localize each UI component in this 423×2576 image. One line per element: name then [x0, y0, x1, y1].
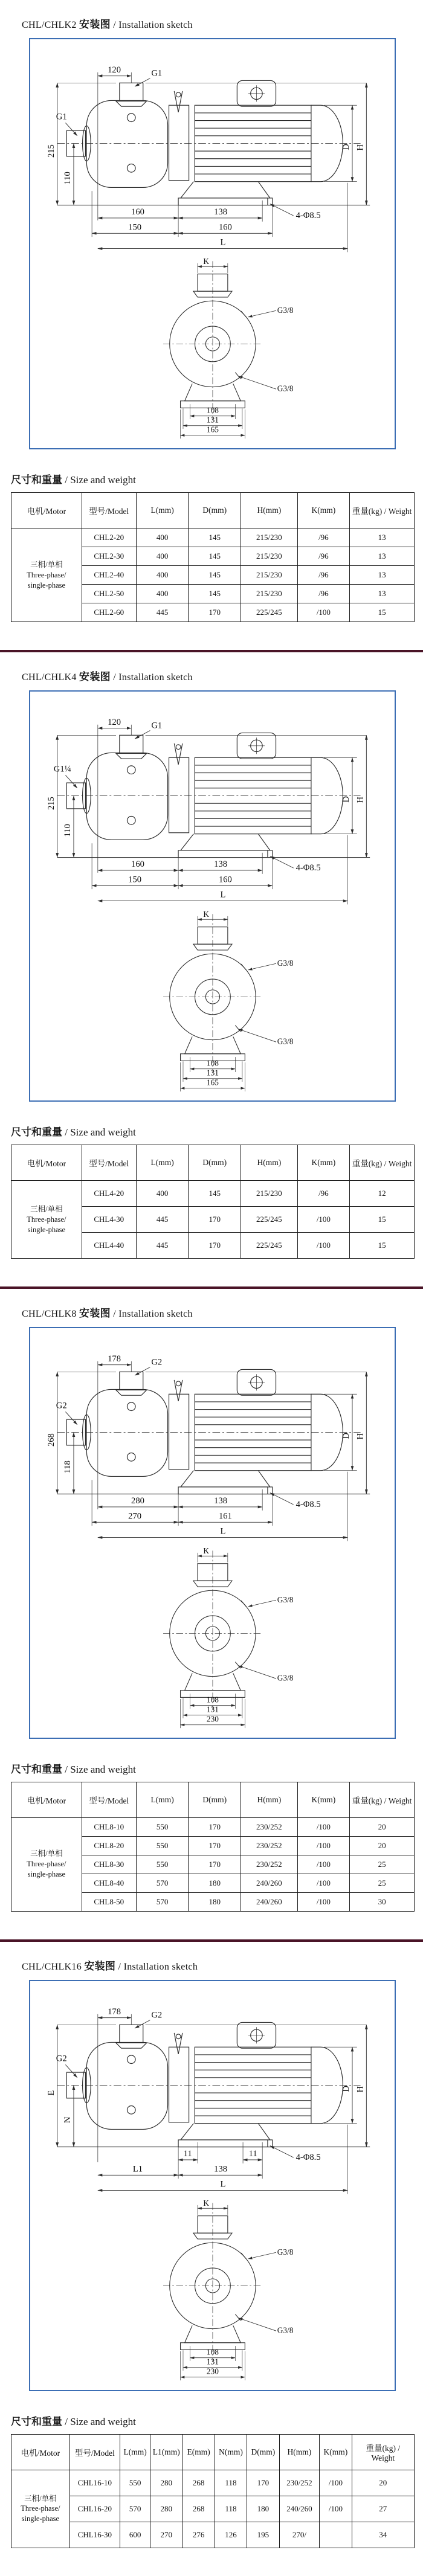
column-header: H(mm): [241, 493, 297, 528]
dim-label: 118: [63, 1460, 73, 1474]
table-cell: /100: [297, 603, 350, 622]
dim-label: K: [202, 1547, 209, 1555]
bolt-holes-label: 4-Φ8.5: [295, 210, 321, 220]
table-cell: 550: [136, 1855, 189, 1874]
table-row: [11, 1817, 415, 1836]
table-cell: 25: [350, 1855, 415, 1874]
title-zh: 安装图: [79, 1308, 111, 1320]
installation-sketch-box: [29, 1327, 396, 1738]
port-label: G3/8: [277, 306, 293, 315]
column-header: K(mm): [297, 1145, 350, 1181]
section-divider: [0, 650, 423, 652]
table-cell: 13: [350, 547, 415, 566]
table-cell: /100: [297, 1817, 350, 1836]
table-cell: CHL8-10: [82, 1817, 136, 1836]
dim-label: L: [220, 890, 226, 900]
pump-side-view: [30, 1335, 395, 1542]
table-cell: 15: [350, 603, 415, 622]
port-label: G3/8: [277, 1036, 293, 1046]
size-weight-heading: [11, 2413, 423, 2428]
dim-label: 138: [214, 2164, 228, 2174]
bolt-holes-label: 4-Φ8.5: [295, 2152, 321, 2162]
pump-front-outline: [163, 914, 262, 1073]
table-cell: 20: [350, 1836, 415, 1855]
table-cell: 20: [350, 1817, 415, 1836]
pump-front-outline: [163, 2203, 262, 2362]
motor-type-cell: [11, 528, 82, 622]
dim-label: 108: [206, 2347, 219, 2357]
column-header: L(mm): [136, 493, 189, 528]
pump-motor-outline: [57, 2022, 370, 2147]
table-header-row: [11, 1145, 415, 1181]
table-cell: 550: [136, 1817, 189, 1836]
dim-label: 160: [218, 222, 232, 233]
table-cell: 145: [189, 1181, 241, 1207]
port-label: G1: [56, 112, 67, 122]
port-label: G3/8: [277, 2247, 293, 2256]
table-cell: 230/252: [241, 1855, 297, 1874]
table-cell: 215/230: [241, 585, 297, 603]
dim-label: 11: [183, 2148, 192, 2159]
table-cell: 400: [136, 547, 189, 566]
port-label: G1¼: [53, 764, 71, 774]
column-header: 电机/Motor: [11, 1145, 82, 1181]
port-label: G3/8: [277, 1595, 293, 1604]
pump-side-view: [30, 47, 395, 253]
table-row: [11, 2470, 415, 2496]
column-header: L1(mm): [150, 2434, 182, 2470]
table-cell: 400: [136, 585, 189, 603]
section-chlk8: [0, 1305, 423, 1941]
table-cell: 280: [150, 2470, 182, 2496]
column-header: 电机/Motor: [11, 2434, 70, 2470]
table-cell: /100: [297, 1233, 350, 1259]
size-weight-table: [11, 2434, 415, 2548]
dim-label: N: [63, 2116, 73, 2123]
pump-side-view: [30, 1988, 395, 2195]
table-cell: 240/260: [279, 2496, 320, 2522]
dim-label: K: [202, 910, 209, 919]
column-header: 重量(kg) / Weight: [350, 1782, 415, 1817]
column-header: N(mm): [215, 2434, 247, 2470]
port-label: G1: [151, 68, 163, 79]
dim-label: D: [341, 2085, 352, 2092]
dim-label: H: [355, 144, 366, 151]
table-cell: 240/260: [241, 1874, 297, 1892]
section-divider: [0, 1286, 423, 1289]
dim-label: 268: [46, 1433, 56, 1447]
section-title: [22, 1958, 423, 1973]
table-cell: 400: [136, 1181, 189, 1207]
size-weight-table: [11, 1782, 415, 1912]
table-cell: 145: [189, 566, 241, 585]
dim-label: 131: [206, 1067, 219, 1077]
dim-label: 215: [46, 797, 56, 811]
dim-label: 160: [131, 207, 144, 217]
table-cell: 170: [189, 1836, 241, 1855]
table-cell: 118: [215, 2470, 247, 2496]
pump-front-view: [100, 1547, 326, 1729]
column-header: 型号/Model: [69, 2434, 120, 2470]
installation-sketch-box: [29, 690, 396, 1102]
port-label: G2: [56, 2054, 67, 2064]
pump-motor-outline: [57, 80, 370, 205]
dim-label: H: [355, 797, 366, 803]
port-label: G1: [151, 721, 163, 731]
dim-label: D: [341, 1433, 352, 1439]
dim-label: 178: [108, 1354, 121, 1364]
table-cell: CHL16-10: [69, 2470, 120, 2496]
port-label: G3/8: [277, 384, 293, 394]
dim-label: 110: [63, 172, 73, 185]
column-header: D(mm): [189, 1782, 241, 1817]
table-cell: /96: [297, 1181, 350, 1207]
motor-en: Three-phase/: [27, 1860, 66, 1869]
dim-label: E: [46, 2090, 56, 2096]
table-cell: 215/230: [241, 547, 297, 566]
table-cell: 240/260: [241, 1892, 297, 1911]
dim-label: 108: [206, 1695, 219, 1704]
pump-side-view: [30, 699, 395, 905]
motor-zh: 三相/单相: [30, 560, 63, 569]
table-cell: 268: [182, 2470, 215, 2496]
section-title: [22, 16, 423, 31]
title-zh: 安装图: [79, 671, 111, 683]
table-cell: 15: [350, 1233, 415, 1259]
table-cell: CHL16-30: [69, 2522, 120, 2548]
table-cell: 170: [189, 1233, 241, 1259]
table-cell: 570: [136, 1892, 189, 1911]
table-cell: 215/230: [241, 1181, 297, 1207]
dim-label: 165: [206, 1077, 219, 1087]
dim-label: 150: [128, 222, 142, 233]
pump-front-outline: [163, 1550, 262, 1709]
table-cell: [320, 2522, 352, 2548]
motor-zh: 三相/单相: [30, 1205, 63, 1214]
dim-label: L1: [132, 2164, 143, 2174]
table-cell: CHL2-30: [82, 547, 136, 566]
table-cell: 180: [189, 1874, 241, 1892]
table-cell: CHL2-40: [82, 566, 136, 585]
table-cell: 280: [150, 2496, 182, 2522]
table-cell: 12: [350, 1181, 415, 1207]
table-cell: 30: [350, 1892, 415, 1911]
table-cell: 126: [215, 2522, 247, 2548]
table-cell: 27: [352, 2496, 414, 2522]
motor-en: single-phase: [27, 1870, 66, 1879]
table-cell: 570: [120, 2496, 150, 2522]
section-divider: [0, 1939, 423, 1942]
size-weight-table: [11, 1145, 415, 1259]
size-weight-table: [11, 492, 415, 622]
column-header: K(mm): [297, 493, 350, 528]
dim-label: 120: [108, 65, 121, 75]
dim-label: 131: [206, 2357, 219, 2366]
dim-label: 138: [214, 859, 228, 870]
table-cell: /96: [297, 585, 350, 603]
pump-motor-outline: [57, 733, 370, 858]
section-chlk16: [0, 1958, 423, 2548]
heading-en: / Size and weight: [65, 474, 136, 486]
model-name: CHL/CHLK16: [22, 1961, 82, 1972]
dim-label: 108: [206, 405, 219, 415]
bolt-holes-label: 4-Φ8.5: [295, 1500, 321, 1510]
table-cell: 170: [189, 1207, 241, 1233]
table-cell: 25: [350, 1874, 415, 1892]
column-header: 型号/Model: [82, 1782, 136, 1817]
dim-label: 150: [128, 875, 142, 885]
table-cell: CHL2-50: [82, 585, 136, 603]
table-cell: 170: [189, 603, 241, 622]
dim-label: 160: [218, 875, 232, 885]
title-en: / Installation sketch: [113, 20, 193, 30]
motor-en: Three-phase/: [27, 570, 66, 579]
model-name: CHL/CHLK8: [22, 1309, 77, 1320]
dim-label: H: [355, 2086, 366, 2093]
model-name: CHL/CHLK2: [22, 20, 77, 30]
heading-zh: 尺寸和重量: [11, 1763, 62, 1775]
table-cell: 270/: [279, 2522, 320, 2548]
table-cell: 145: [189, 547, 241, 566]
table-cell: 34: [352, 2522, 414, 2548]
table-cell: 170: [189, 1817, 241, 1836]
table-cell: 225/245: [241, 1233, 297, 1259]
table-cell: 276: [182, 2522, 215, 2548]
port-label: G2: [151, 1358, 163, 1368]
column-header: 重量(kg) / Weight: [350, 1145, 415, 1181]
table-cell: CHL4-40: [82, 1233, 136, 1259]
table-cell: 270: [150, 2522, 182, 2548]
dim-label: D: [341, 796, 352, 803]
motor-en: single-phase: [27, 1225, 66, 1234]
table-cell: 215/230: [241, 528, 297, 547]
dim-label: 160: [131, 859, 144, 870]
section-chlk2: [0, 16, 423, 652]
dim-label: K: [202, 2199, 209, 2208]
table-cell: CHL2-60: [82, 603, 136, 622]
dim-label: 161: [218, 1511, 232, 1521]
port-label: G3/8: [277, 958, 293, 968]
model-name: CHL/CHLK4: [22, 672, 77, 683]
motor-en: single-phase: [21, 2514, 60, 2523]
heading-en: / Size and weight: [65, 2415, 136, 2427]
table-cell: 445: [136, 1207, 189, 1233]
pump-front-view: [100, 911, 326, 1093]
port-label: G2: [151, 2010, 163, 2020]
column-header: E(mm): [182, 2434, 215, 2470]
heading-en: / Size and weight: [65, 1763, 136, 1775]
dim-label: K: [202, 258, 209, 266]
table-cell: 145: [189, 585, 241, 603]
column-header: D(mm): [189, 493, 241, 528]
section-chlk4: [0, 668, 423, 1289]
table-cell: 118: [215, 2496, 247, 2522]
motor-type-cell: [11, 1817, 82, 1911]
heading-zh: 尺寸和重量: [11, 1126, 62, 1139]
column-header: D(mm): [247, 2434, 279, 2470]
dim-label: 215: [46, 144, 56, 158]
installation-sketch-box: [29, 1980, 396, 2391]
dim-label: 120: [108, 717, 121, 727]
table-cell: CHL2-20: [82, 528, 136, 547]
title-zh: 安装图: [84, 1960, 116, 1972]
table-cell: 195: [247, 2522, 279, 2548]
table-cell: 230/252: [279, 2470, 320, 2496]
table-cell: 13: [350, 566, 415, 585]
pump-motor-outline: [57, 1370, 370, 1494]
dim-label: L: [220, 1527, 226, 1537]
size-weight-heading: [11, 471, 423, 486]
dim-label: 110: [63, 824, 73, 837]
column-header: 重量(kg) / Weight: [352, 2434, 414, 2470]
table-cell: 170: [189, 1855, 241, 1874]
title-en: / Installation sketch: [118, 1961, 198, 1972]
table-cell: 230/252: [241, 1817, 297, 1836]
table-cell: CHL8-30: [82, 1855, 136, 1874]
title-zh: 安装图: [79, 19, 111, 30]
table-cell: 20: [352, 2470, 414, 2496]
table-cell: CHL8-40: [82, 1874, 136, 1892]
dim-label: 165: [206, 425, 219, 434]
table-cell: 225/245: [241, 603, 297, 622]
table-cell: 550: [120, 2470, 150, 2496]
heading-zh: 尺寸和重量: [11, 2415, 62, 2427]
bolt-holes-label: 4-Φ8.5: [295, 863, 321, 873]
port-label: G2: [56, 1401, 67, 1412]
table-cell: 400: [136, 528, 189, 547]
table-cell: 570: [136, 1874, 189, 1892]
heading-zh: 尺寸和重量: [11, 474, 62, 486]
table-cell: 600: [120, 2522, 150, 2548]
table-cell: /96: [297, 528, 350, 547]
table-cell: CHL8-50: [82, 1892, 136, 1911]
table-cell: 170: [247, 2470, 279, 2496]
title-en: / Installation sketch: [113, 1309, 193, 1320]
table-cell: /100: [297, 1207, 350, 1233]
table-cell: /100: [297, 1836, 350, 1855]
table-cell: 215/230: [241, 566, 297, 585]
column-header: 型号/Model: [82, 493, 136, 528]
table-cell: /100: [297, 1892, 350, 1911]
table-cell: CHL8-20: [82, 1836, 136, 1855]
title-en: / Installation sketch: [113, 672, 193, 683]
table-cell: 550: [136, 1836, 189, 1855]
size-weight-heading: [11, 1761, 423, 1776]
column-header: D(mm): [189, 1145, 241, 1181]
column-header: 重量(kg) / Weight: [350, 493, 415, 528]
table-cell: 445: [136, 603, 189, 622]
table-cell: 13: [350, 528, 415, 547]
table-row: [11, 1181, 415, 1207]
table-cell: 230/252: [241, 1836, 297, 1855]
pump-front-view: [100, 258, 326, 440]
port-label: G3/8: [277, 2325, 293, 2335]
table-cell: /100: [320, 2496, 352, 2522]
motor-type-cell: [11, 2470, 70, 2548]
table-cell: 225/245: [241, 1207, 297, 1233]
table-cell: 13: [350, 585, 415, 603]
motor-zh: 三相/单相: [24, 2494, 57, 2503]
column-header: K(mm): [320, 2434, 352, 2470]
table-cell: /100: [297, 1874, 350, 1892]
dim-label: 131: [206, 1704, 219, 1714]
dim-label: L: [220, 237, 226, 248]
table-cell: 180: [247, 2496, 279, 2522]
dim-label: 270: [128, 1511, 142, 1521]
column-header: K(mm): [297, 1782, 350, 1817]
column-header: L(mm): [136, 1145, 189, 1181]
table-cell: 400: [136, 566, 189, 585]
motor-en: Three-phase/: [21, 2504, 60, 2513]
table-cell: 445: [136, 1233, 189, 1259]
table-cell: CHL4-20: [82, 1181, 136, 1207]
column-header: H(mm): [241, 1782, 297, 1817]
dim-label: H: [355, 1433, 366, 1440]
table-row: [11, 2496, 415, 2522]
dim-label: L: [220, 2179, 226, 2189]
dim-label: D: [341, 144, 352, 150]
column-header: L(mm): [136, 1782, 189, 1817]
column-header: L(mm): [120, 2434, 150, 2470]
table-cell: CHL4-30: [82, 1207, 136, 1233]
dim-label: 108: [206, 1058, 219, 1067]
motor-en: Three-phase/: [27, 1215, 66, 1224]
section-title: [22, 1305, 423, 1320]
table-cell: 15: [350, 1207, 415, 1233]
table-header-row: [11, 493, 415, 528]
table-cell: 180: [189, 1892, 241, 1911]
dim-label: 280: [131, 1496, 144, 1506]
table-cell: /96: [297, 566, 350, 585]
table-cell: 268: [182, 2496, 215, 2522]
table-cell: /100: [320, 2470, 352, 2496]
dim-label: 178: [108, 2006, 121, 2017]
column-header: 电机/Motor: [11, 493, 82, 528]
column-header: H(mm): [279, 2434, 320, 2470]
table-row: [11, 528, 415, 547]
table-cell: /100: [297, 1855, 350, 1874]
table-header-row: [11, 1782, 415, 1817]
dim-label: 11: [248, 2148, 257, 2159]
pump-front-outline: [163, 262, 262, 420]
pump-front-view: [100, 2200, 326, 2382]
table-cell: 145: [189, 528, 241, 547]
table-row: [11, 2522, 415, 2548]
dim-label: 230: [206, 2366, 219, 2376]
table-cell: CHL16-20: [69, 2496, 120, 2522]
column-header: 电机/Motor: [11, 1782, 82, 1817]
motor-zh: 三相/单相: [30, 1849, 63, 1858]
heading-en: / Size and weight: [65, 1126, 136, 1139]
motor-type-cell: [11, 1181, 82, 1259]
dim-label: 138: [214, 1496, 228, 1506]
column-header: 型号/Model: [82, 1145, 136, 1181]
dim-label: 230: [206, 1714, 219, 1724]
section-title: [22, 668, 423, 683]
table-cell: /96: [297, 547, 350, 566]
installation-sketch-box: [29, 38, 396, 449]
size-weight-heading: [11, 1123, 423, 1139]
column-header: H(mm): [241, 1145, 297, 1181]
port-label: G3/8: [277, 1673, 293, 1683]
dim-label: 131: [206, 415, 219, 425]
dim-label: 138: [214, 207, 228, 217]
table-header-row: [11, 2434, 415, 2470]
motor-en: single-phase: [27, 580, 66, 589]
